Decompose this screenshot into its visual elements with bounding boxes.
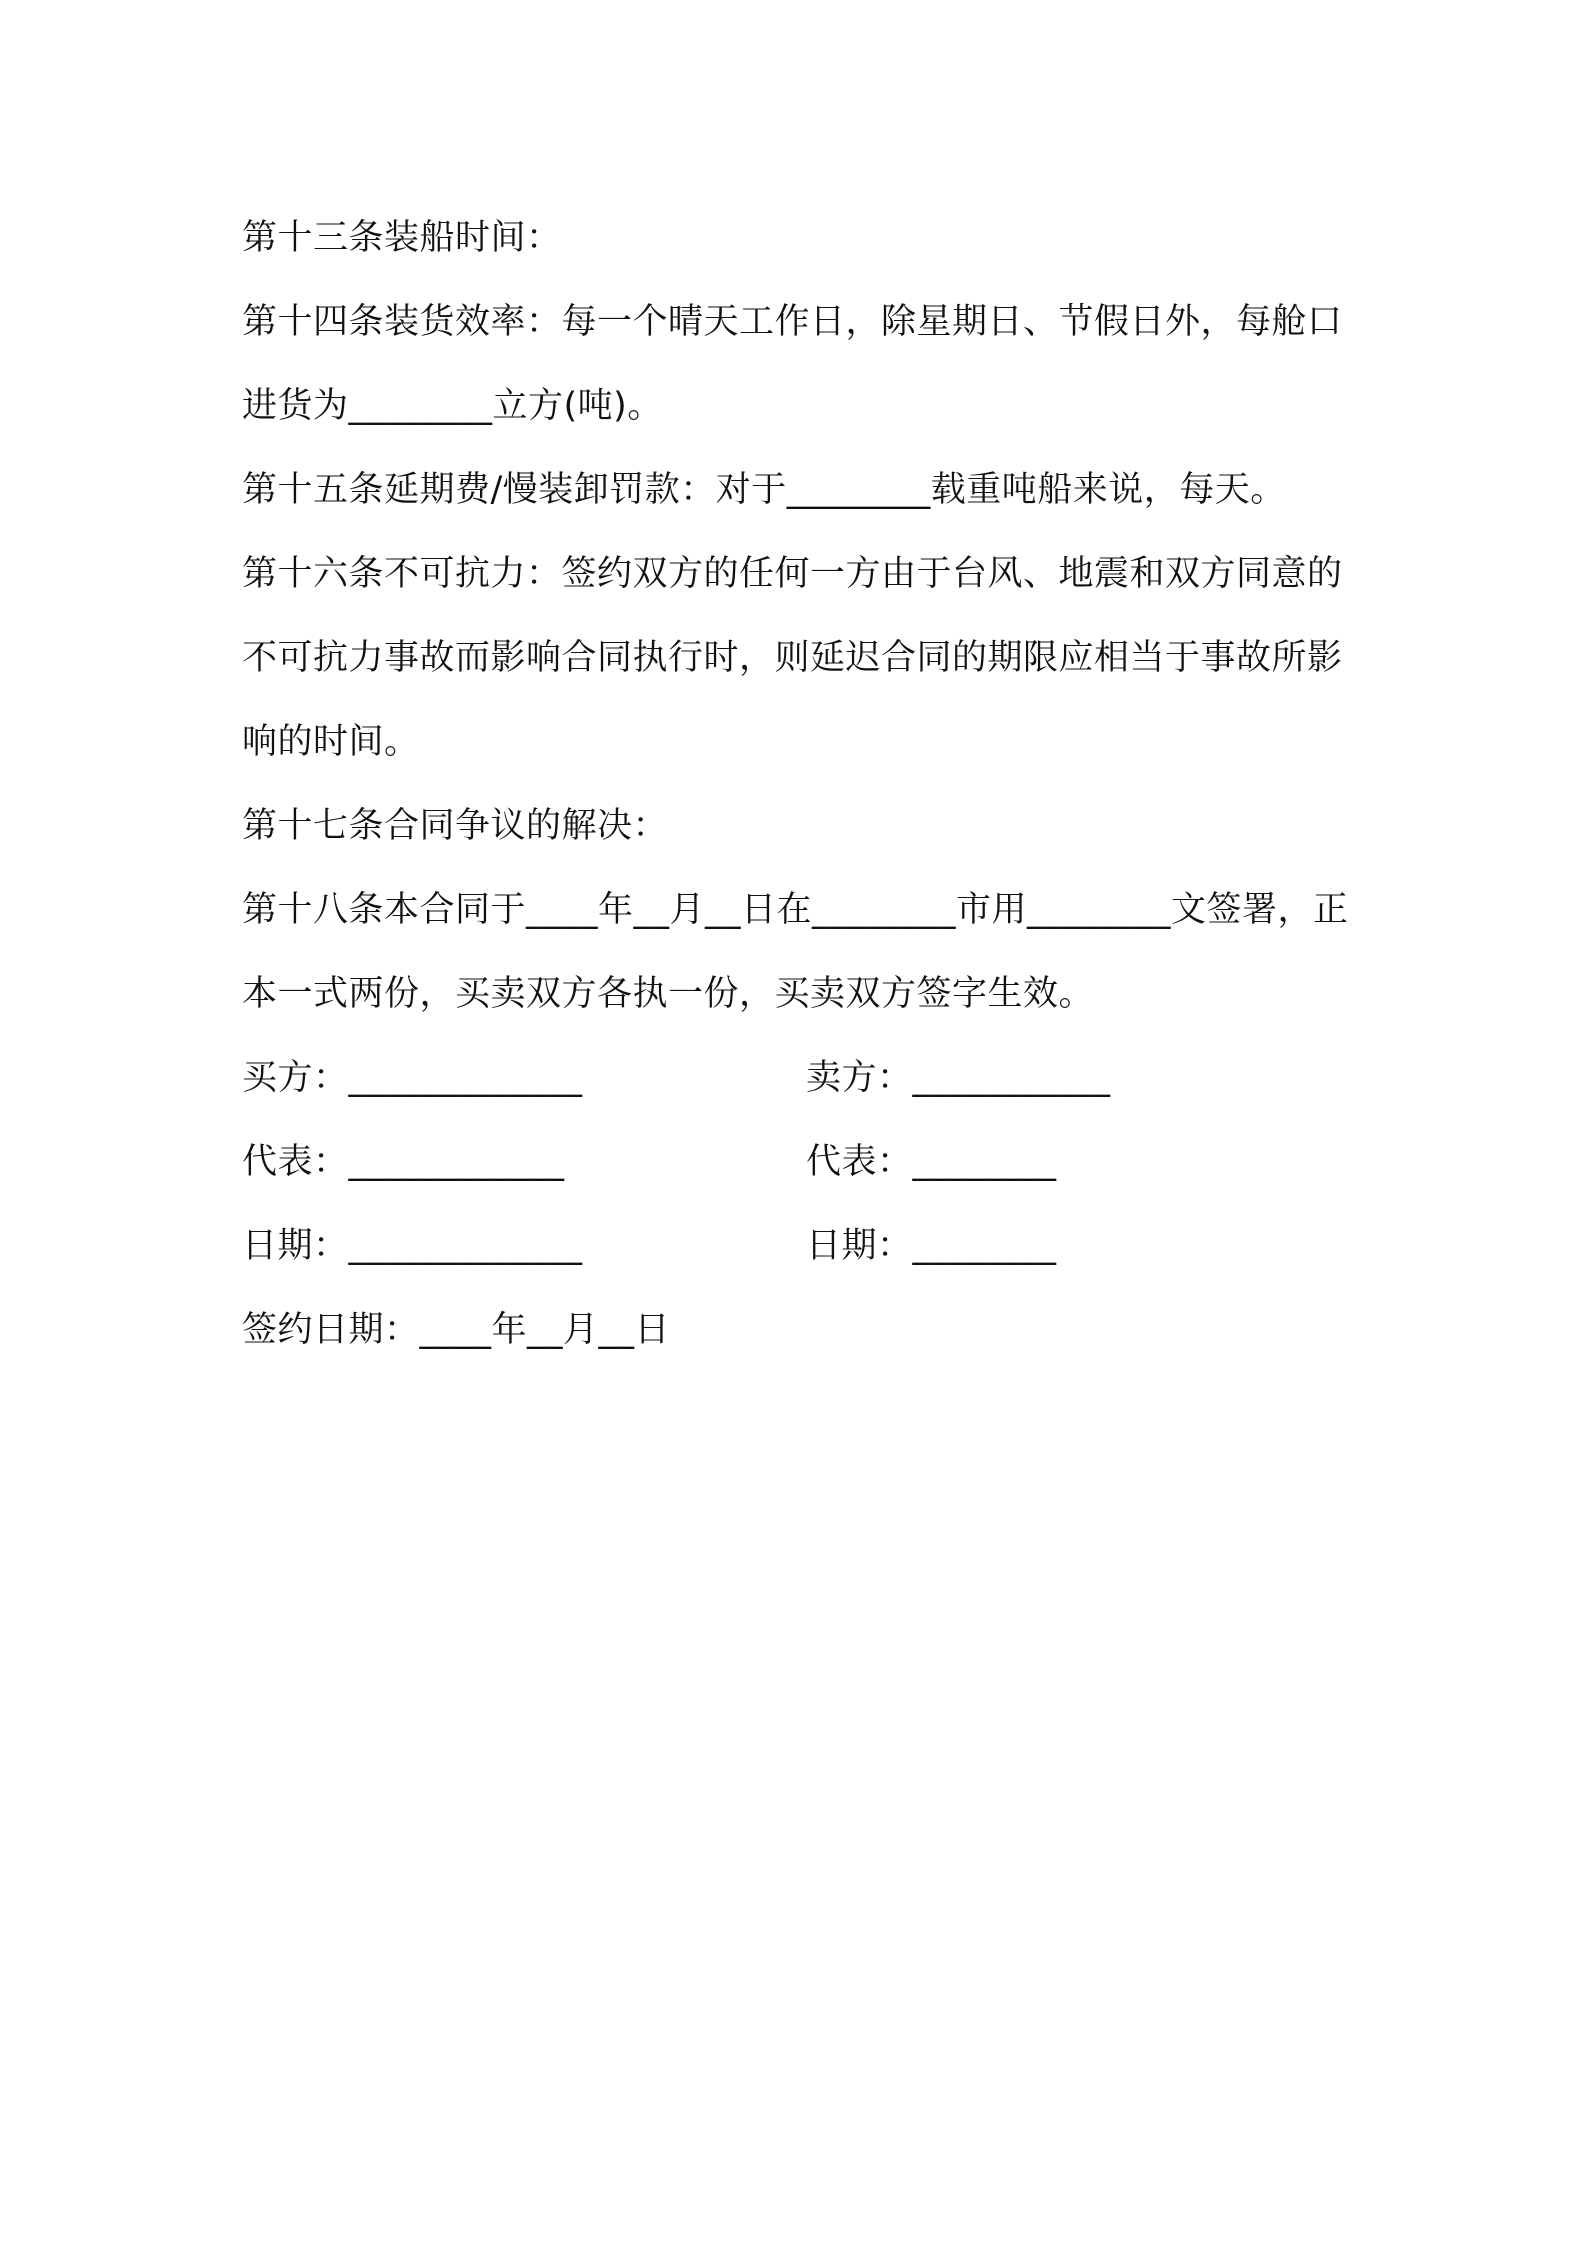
clause-13: 第十三条装船时间： [242,218,562,258]
signature-row-representative [242,1120,1362,1204]
buyer-line: 买方：_____________ [242,1058,583,1098]
buyer-representative-line: 代表：____________ [242,1142,565,1182]
contract-body [242,196,1362,1372]
signature-row-party [242,1036,1362,1120]
clause-16: 第十六条不可抗力：签约双方的任何一方由于台风、地震和双方同意的不可抗力事故而影响合同执行时，则延迟合同的期限应相当于事故所影响的时间。 [242,554,1343,762]
seller-representative-line: 代表：________ [806,1142,1057,1182]
clause-14: 第十四条装货效率：每一个晴天工作日，除星期日、节假日外，每舱口进货为________立方(吨)。 [242,302,1343,426]
clause-15: 第十五条延期费/慢装卸罚款：对于________载重吨船来说，每天。 [242,470,1286,510]
seller-line: 卖方：___________ [806,1058,1111,1098]
clause-17: 第十七条合同争议的解决： [242,806,669,846]
clause-18: 第十八条本合同于____年__月__日在________市用________文签署，正本一式两份，买卖双方各执一份，买卖双方签字生效。 [242,890,1349,1014]
buyer-date-line: 日期：_____________ [242,1226,583,1266]
signing-date-line: 签约日期：____年__月__日 [242,1310,671,1350]
seller-date-line: 日期：________ [806,1226,1057,1266]
signature-row-date [242,1204,1362,1288]
